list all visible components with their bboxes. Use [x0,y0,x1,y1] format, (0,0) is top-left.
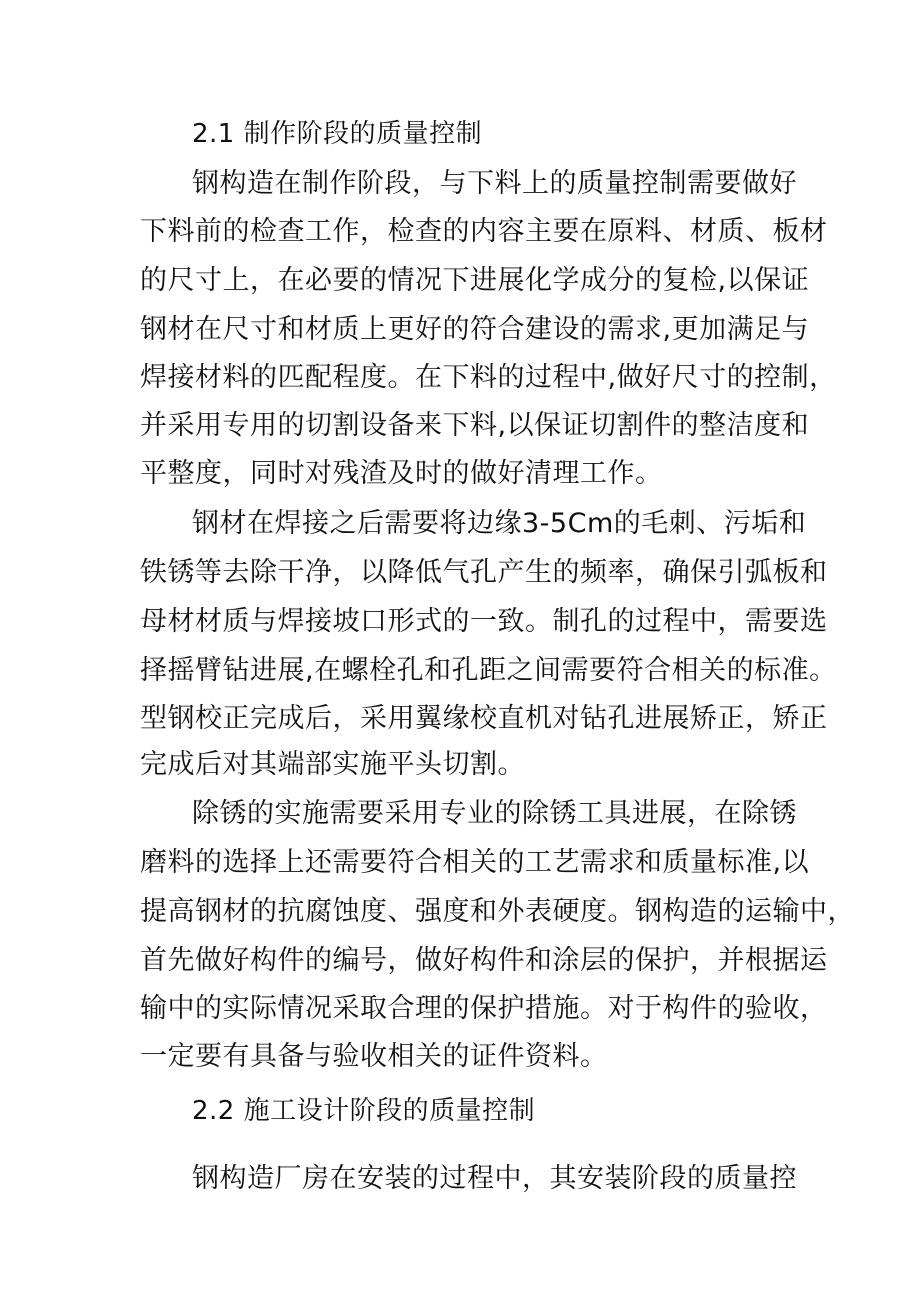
paragraph-line: 的尺寸上，在必要的情况下进展化学成分的复检,以保证 [140,265,810,296]
paragraph-line: 除锈的实施需要采用专业的除锈工具进展，在除锈 [192,798,797,829]
paragraph-line: 铁锈等去除干净，以降低气孔产生的频率，确保引弧板和 [140,557,828,588]
paragraph-line: 型钢校正完成后，采用翼缘校直机对钻孔进展矫正，矫正 [140,703,828,734]
paragraph-line: 钢构造在制作阶段，与下料上的质量控制需要做好 [192,168,797,199]
paragraph-line: 提高钢材的抗腐蚀度、强度和外表硬度。钢构造的运输中， [140,896,855,927]
paragraph-line: 磨料的选择上还需要符合相关的工艺需求和质量标准,以 [140,847,810,878]
paragraph-line: 钢材在焊接之后需要将边缘3-5Cm的毛刺、污垢和 [192,508,807,539]
paragraph-line: 一定要有具备与验收相关的证件资料。 [140,1041,608,1072]
section-heading-2-1: 2.1 制作阶段的质量控制 [192,119,483,149]
paragraph-line: 钢材在尺寸和材质上更好的符合建设的需求,更加满足与 [140,314,810,345]
paragraph-line: 完成后对其端部实施平头切割。 [140,749,525,780]
paragraph-line: 并采用专用的切割设备来下料,以保证切割件的整洁度和 [140,410,810,441]
paragraph-line: 母材材质与焊接坡口形式的一致。制孔的过程中，需要选 [140,606,828,637]
paragraph-line: 输中的实际情况采取合理的保护措施。对于构件的验收， [140,993,828,1024]
section-heading-2-2: 2.2 施工设计阶段的质量控制 [192,1096,536,1126]
paragraph-line: 下料前的检查工作，检查的内容主要在原料、材质、板材 [140,216,828,247]
paragraph-line: 择摇臂钻进展,在螺栓孔和孔距之间需要符合相关的标准。 [140,655,837,686]
paragraph-line: 钢构造厂房在安装的过程中，其安装阶段的质量控 [192,1163,797,1194]
paragraph-line: 焊接材料的匹配程度。在下料的过程中,做好尺寸的控制， [140,362,837,393]
paragraph-line: 首先做好构件的编号，做好构件和涂层的保护，并根据运 [140,945,828,976]
paragraph-line: 平整度，同时对残渣及时的做好清理工作。 [140,458,663,489]
